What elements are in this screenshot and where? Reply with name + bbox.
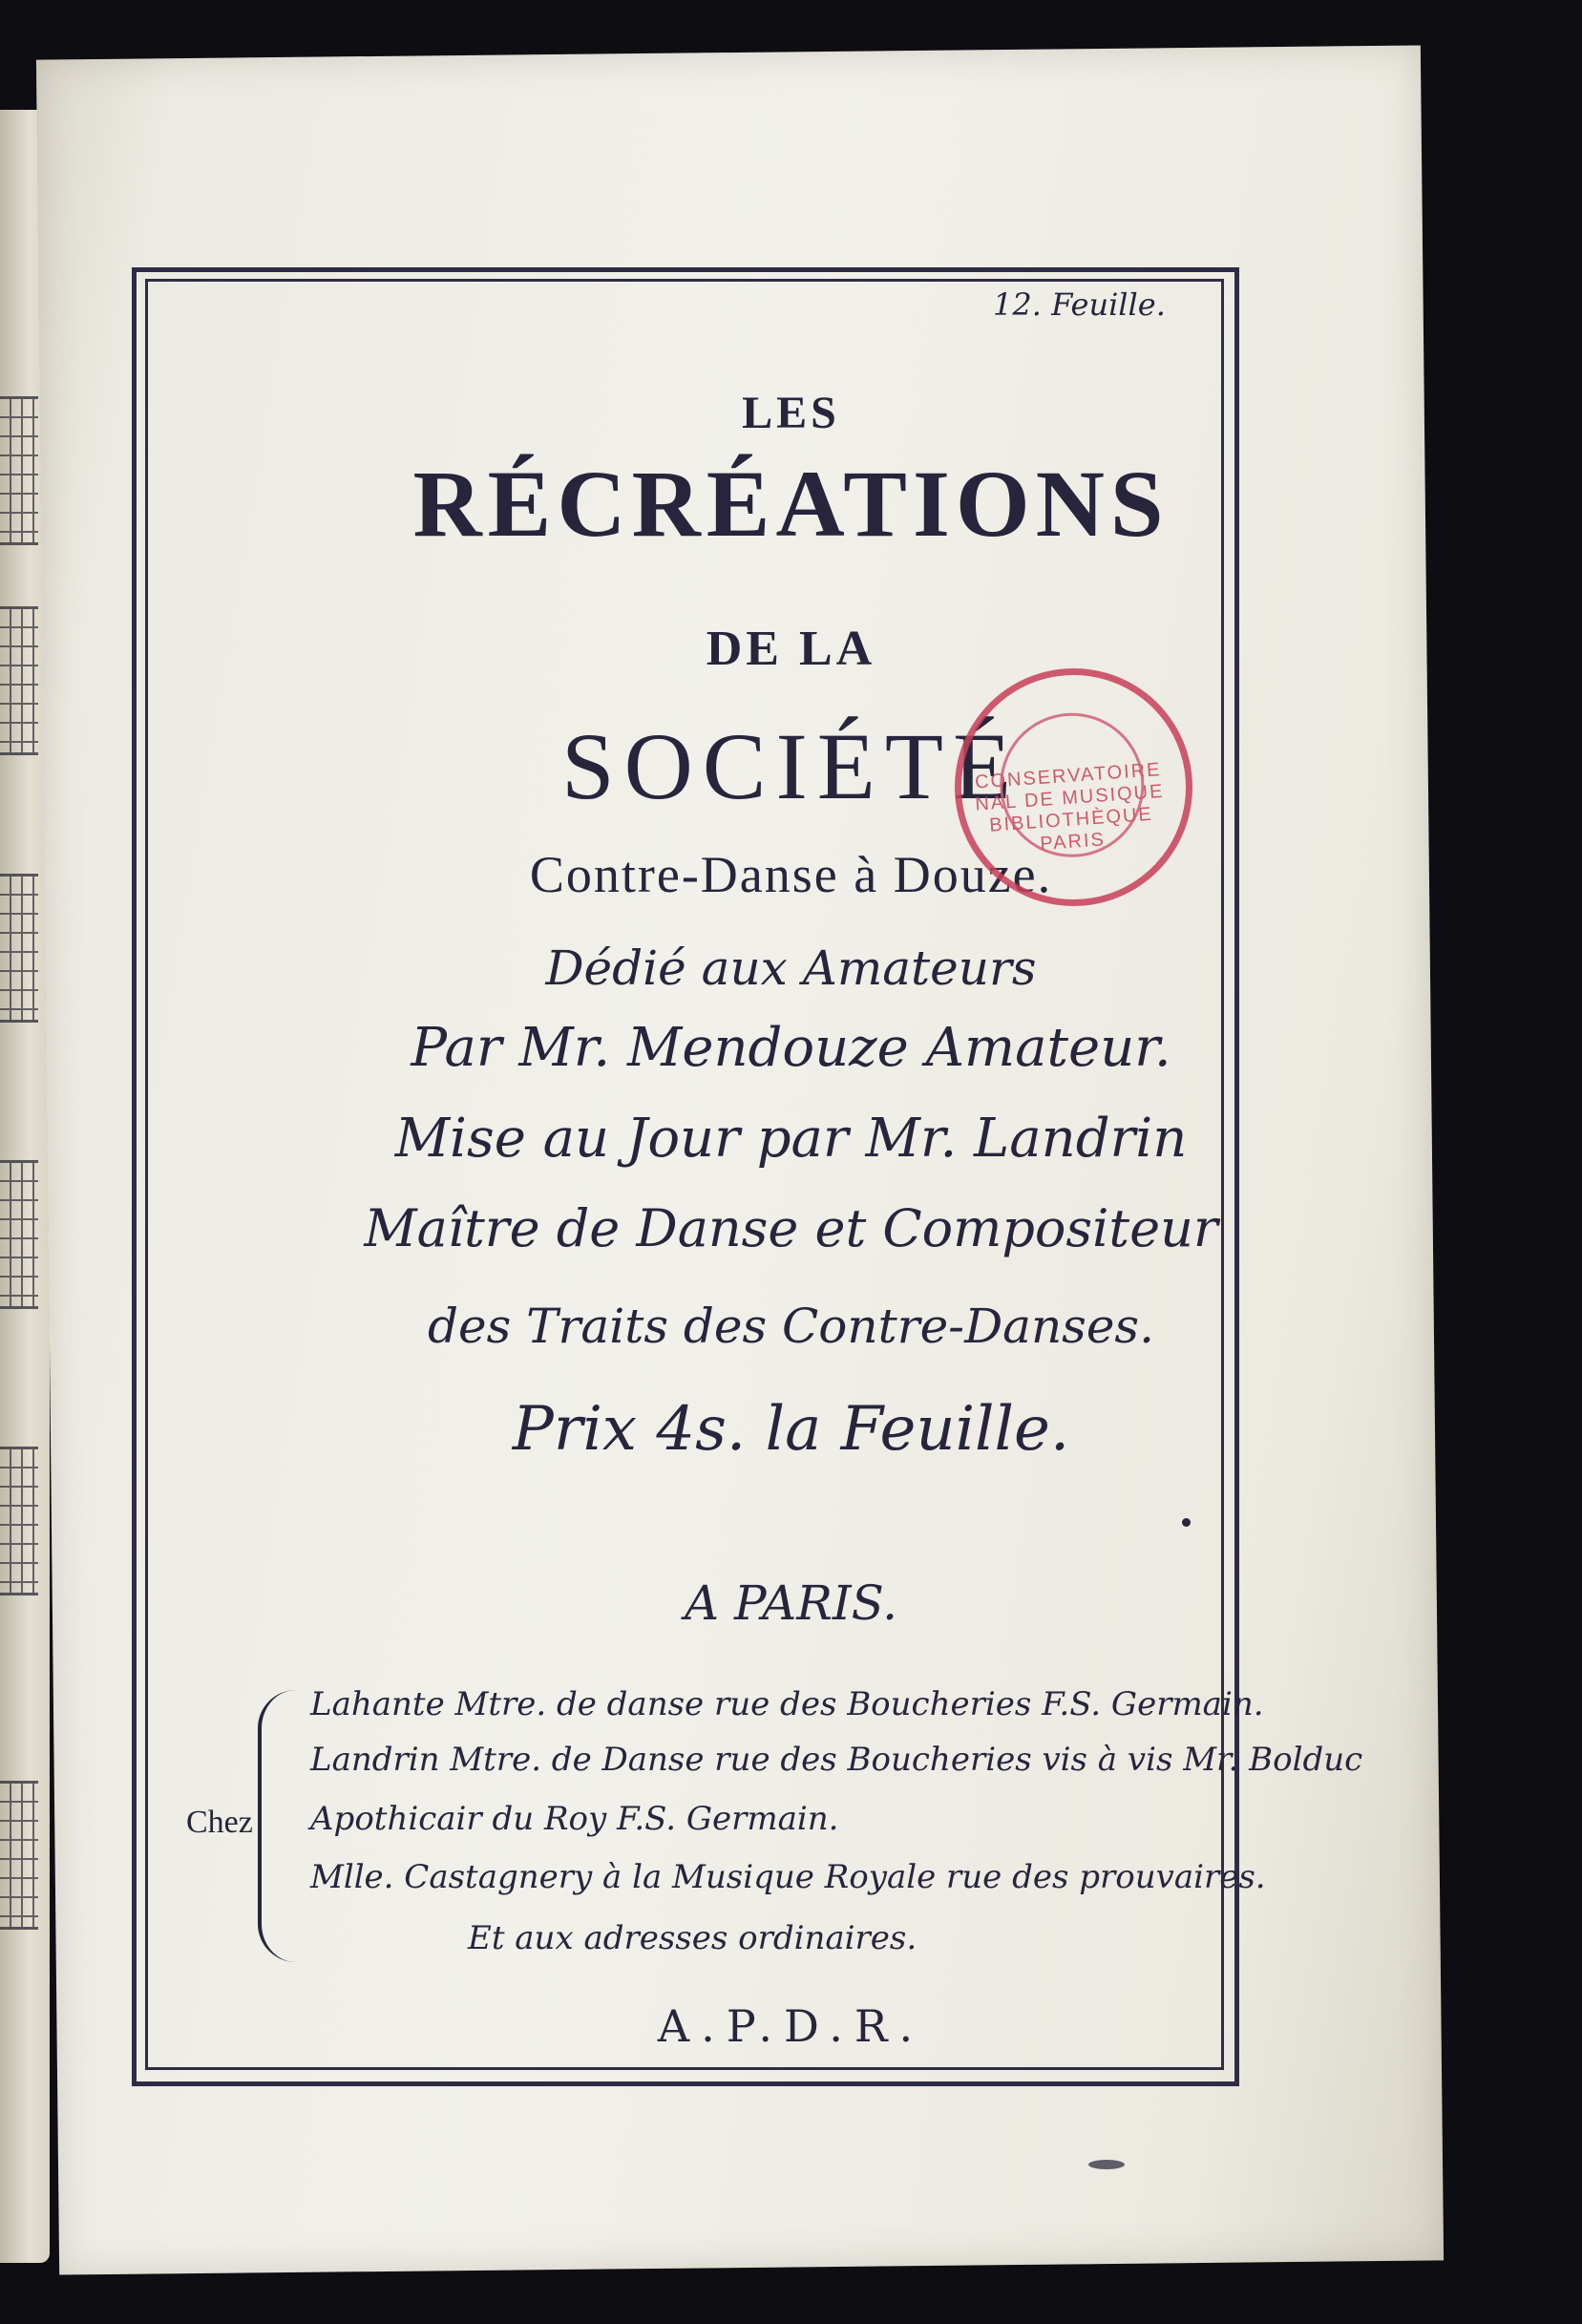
subtitle-contre-danse: Contre-Danse à Douze. bbox=[529, 846, 1053, 903]
price-line: Prix 4s. la Feuille. bbox=[512, 1394, 1070, 1465]
publisher-line: Mise au Jour par Mr. Landrin bbox=[394, 1108, 1188, 1170]
address-line: Mlle. Castagnery à la Musique Royale rue des prouvaires. bbox=[310, 1858, 1266, 1896]
title-de-la: DE LA bbox=[706, 622, 876, 676]
curly-brace bbox=[258, 1690, 300, 1962]
music-staff-fragment bbox=[0, 1781, 38, 1930]
title-societe: SOCIÉTÉ bbox=[560, 713, 1022, 819]
imprint-city: A PARIS. bbox=[685, 1575, 897, 1631]
imprint-chez: Chez bbox=[186, 1805, 253, 1840]
stamp-text: CONSERVATOIRE NAL DE MUSIQUE BIBLIOTHÈQUE PARIS bbox=[974, 759, 1166, 856]
title-les: LES bbox=[742, 388, 840, 438]
address-line: Landrin Mtre. de Danse rue des Boucheries vis à vis Mr. Bolduc bbox=[310, 1741, 1363, 1779]
dedication: Dédié aux Amateurs bbox=[545, 940, 1037, 996]
author-line: Par Mr. Mendouze Amateur. bbox=[411, 1017, 1171, 1079]
ink-blot bbox=[1088, 2160, 1125, 2169]
address-line: Lahante Mtre. de danse rue des Boucheries F.S. Germain. bbox=[310, 1685, 1264, 1723]
address-line: Et aux adresses ordinaires. bbox=[468, 1919, 918, 1957]
ink-dot bbox=[1182, 1518, 1191, 1527]
title-recreations: RÉCRÉATIONS bbox=[412, 451, 1170, 557]
sheet-label: 12. Feuille. bbox=[993, 286, 1166, 323]
traits-line: des Traits des Contre-Danses. bbox=[428, 1299, 1154, 1354]
privilege-mark: A.P.D.R. bbox=[657, 2000, 925, 2052]
address-line: Apothicair du Roy F.S. Germain. bbox=[310, 1800, 839, 1838]
music-staff-fragment bbox=[0, 1447, 38, 1595]
role-line: Maître de Danse et Compositeur bbox=[364, 1198, 1218, 1258]
